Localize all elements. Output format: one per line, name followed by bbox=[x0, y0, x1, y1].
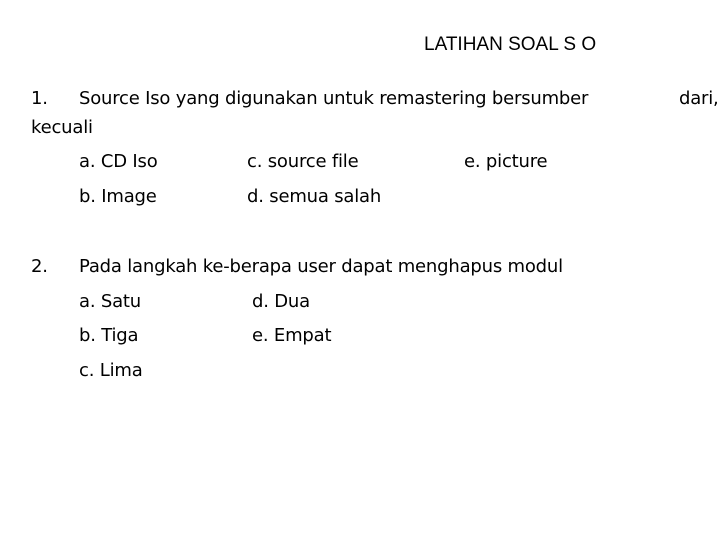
page-title: LATIHAN SOAL S O bbox=[424, 34, 597, 55]
question-text: Source Iso yang digunakan untuk remastering bersumber bbox=[79, 88, 589, 109]
option-e: e. picture bbox=[464, 151, 548, 172]
option-d: d. Dua bbox=[252, 291, 310, 312]
question-number: 1. bbox=[31, 88, 48, 109]
question-text-continued: dari, bbox=[679, 88, 719, 109]
option-e: e. Empat bbox=[252, 325, 332, 346]
option-a: a. CD Iso bbox=[79, 151, 158, 172]
question-number: 2. bbox=[31, 256, 48, 277]
option-c: c. Lima bbox=[79, 360, 143, 381]
option-b: b. Image bbox=[79, 186, 157, 207]
option-d: d. semua salah bbox=[247, 186, 382, 207]
question-text: Pada langkah ke-berapa user dapat menghapus modul bbox=[79, 256, 563, 277]
option-b: b. Tiga bbox=[79, 325, 139, 346]
option-a: a. Satu bbox=[79, 291, 141, 312]
option-c: c. source file bbox=[247, 151, 359, 172]
question-text-wrap: kecuali bbox=[31, 117, 93, 138]
